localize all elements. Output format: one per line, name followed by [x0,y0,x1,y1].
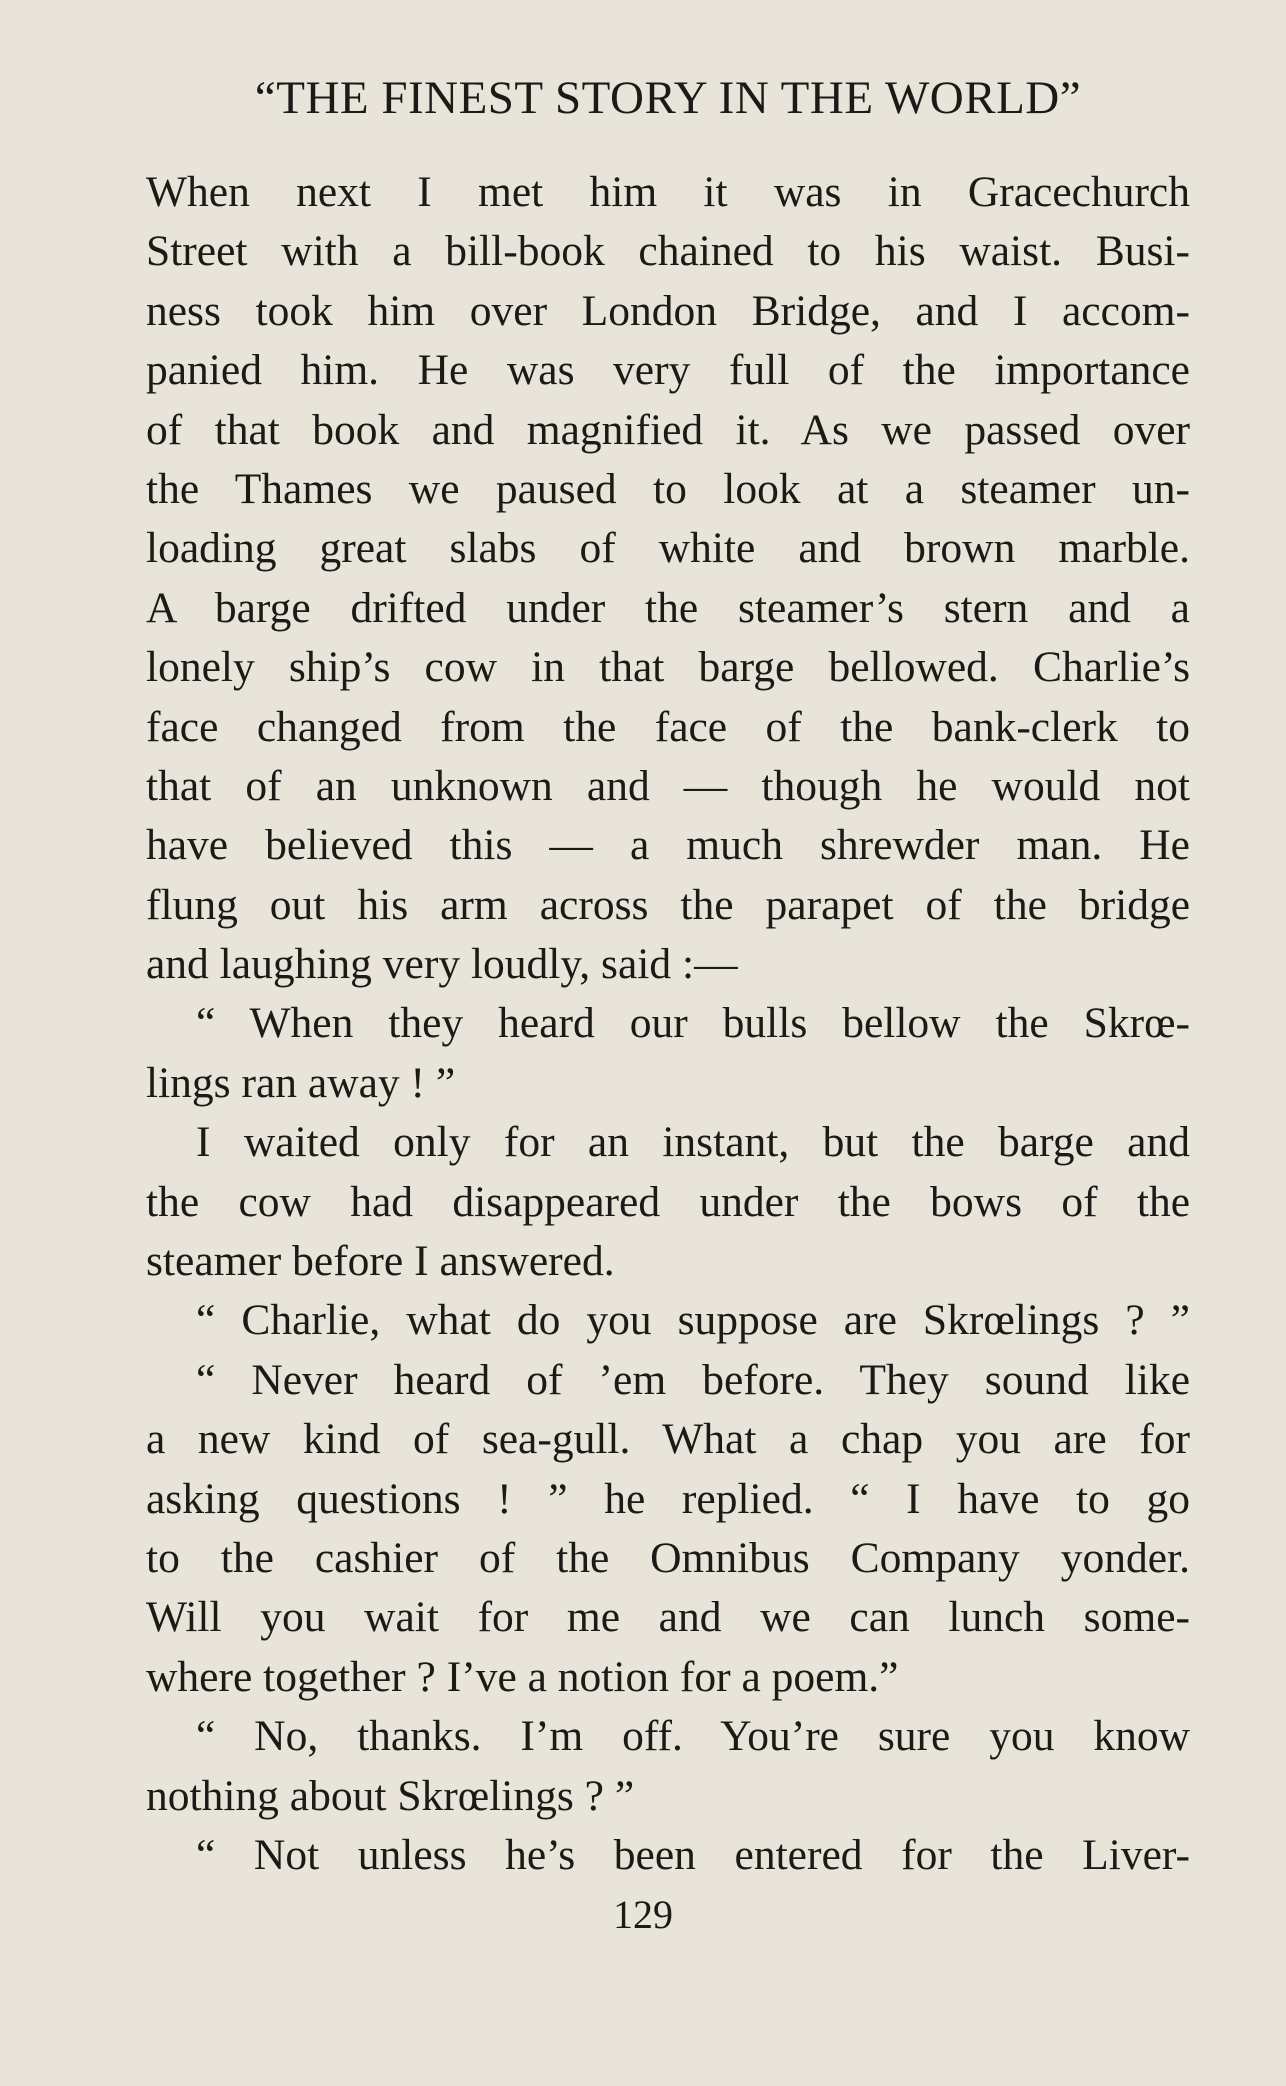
text-line: and laughing very loudly, said :— [146,940,738,989]
text-line: ness took him over London Bridge, and I accom- [146,286,1190,335]
text-line: “ Charlie, what do you suppose are Skrœlings ? ” [196,1296,1190,1345]
text-line: “ Not unless he’s been entered for the Liver- [196,1830,1190,1879]
text-line: that of an unknown and — though he would not [146,761,1190,810]
text-line: Street with a bill-book chained to his waist. Busi- [146,227,1190,276]
text-line: lings ran away ! ” [146,1058,456,1107]
text-line: the cow had disappeared under the bows of the [146,1177,1190,1226]
running-head: “THE FINEST STORY IN THE WORLD” [254,72,1082,124]
body-text [146,163,1190,1885]
text-line: “ Never heard of ’em before. They sound like [196,1355,1190,1404]
text-line: where together ? I’ve a notion for a poem.” [146,1652,899,1701]
text-line: Will you wait for me and we can lunch some- [146,1593,1190,1642]
text-line: I waited only for an instant, but the barge and [196,1118,1190,1167]
text-line: nothing about Skrœlings ? ” [146,1771,635,1820]
text-line: loading great slabs of white and brown marble. [146,524,1190,573]
text-line: a new kind of sea-gull. What a chap you are for [146,1415,1190,1464]
page-number: 129 [613,1892,673,1937]
text-line: A barge drifted under the steamer’s stern and a [146,583,1190,632]
text-line: asking questions ! ” he replied. “ I have to go [146,1474,1190,1523]
text-line: “ When they heard our bulls bellow the Skrœ- [196,999,1190,1048]
text-line: have believed this — a much shrewder man. He [146,821,1190,870]
text-line: lonely ship’s cow in that barge bellowed. Charlie’s [146,643,1190,692]
text-line: steamer before I answered. [146,1237,615,1286]
text-line: face changed from the face of the bank-clerk to [146,702,1190,751]
text-line: of that book and magnified it. As we passed over [146,405,1190,454]
text-line: to the cashier of the Omnibus Company yonder. [146,1533,1190,1582]
text-line: the Thames we paused to look at a steamer un- [146,464,1190,513]
text-line: flung out his arm across the parapet of the bridge [146,880,1190,929]
text-line: “ No, thanks. I’m off. You’re sure you know [196,1712,1190,1761]
text-line: When next I met him it was in Gracechurch [146,168,1190,216]
text-line: panied him. He was very full of the importance [146,346,1190,395]
